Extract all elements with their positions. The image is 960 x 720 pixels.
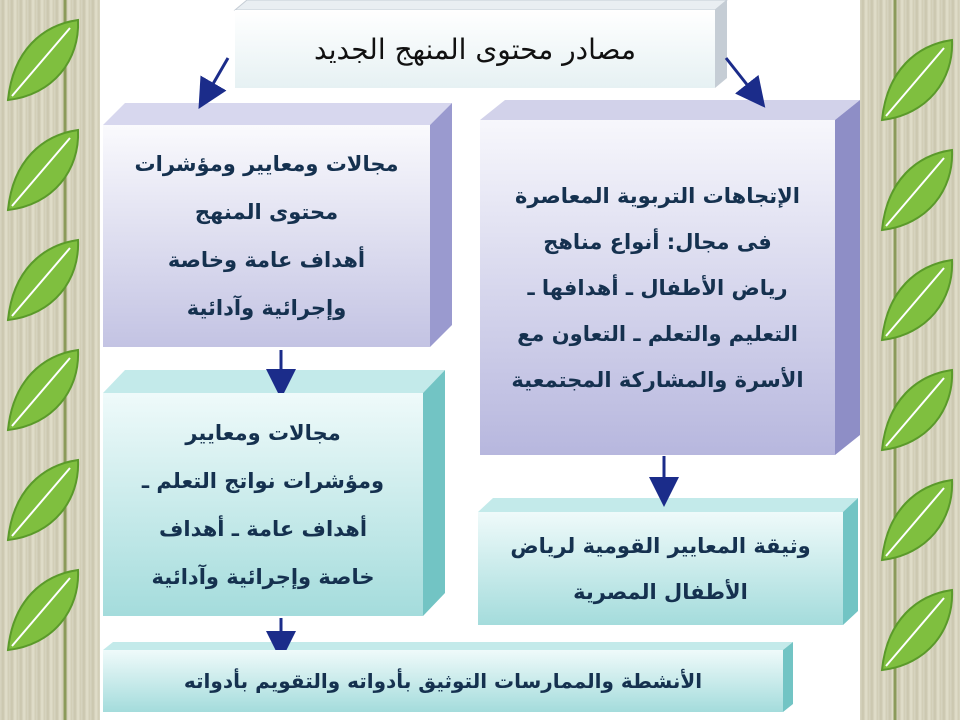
box-line: فى مجال: أنواع مناهج xyxy=(543,229,772,254)
box-line: مجالات ومعايير xyxy=(185,420,341,445)
box-line: رياض الأطفال ـ أهدافها ـ xyxy=(527,275,788,300)
diagram-title xyxy=(235,10,715,88)
box-line: ومؤشرات نواتج التعلم ـ xyxy=(141,468,385,493)
arrow-down xyxy=(726,58,756,96)
box-line: خاصة وإجرائية وآدائية xyxy=(151,564,375,589)
content-standards-box xyxy=(103,125,430,347)
box-line: وإجرائية وآدائية xyxy=(186,296,347,320)
contemporary-trends-box xyxy=(480,120,835,455)
box-line: مجالات ومعايير ومؤشرات xyxy=(134,152,399,176)
box-line: الأنشطة والممارسات التوثيق بأدواته والتقويم بأدواته xyxy=(183,669,703,693)
arrow-down xyxy=(206,58,228,96)
box-line: أهداف عامة ـ أهداف xyxy=(158,516,368,541)
activities-box xyxy=(103,650,783,712)
learning-outcomes-box xyxy=(103,393,423,616)
national-standards-box xyxy=(478,512,843,625)
box-line: التعليم والتعلم ـ التعاون مع xyxy=(517,321,798,346)
box-line: محتوى المنهج xyxy=(194,200,339,224)
title-text: مصادر محتوى المنهج الجديد xyxy=(314,32,636,66)
box-line: الأطفال المصرية xyxy=(573,579,748,604)
box-line: الأسرة والمشاركة المجتمعية xyxy=(511,367,804,392)
box-line: أهداف عامة وخاصة xyxy=(167,248,366,272)
box-line: وثيقة المعايير القومية لرياض xyxy=(510,533,811,558)
box-line: الإتجاهات التربوية المعاصرة xyxy=(515,183,800,208)
